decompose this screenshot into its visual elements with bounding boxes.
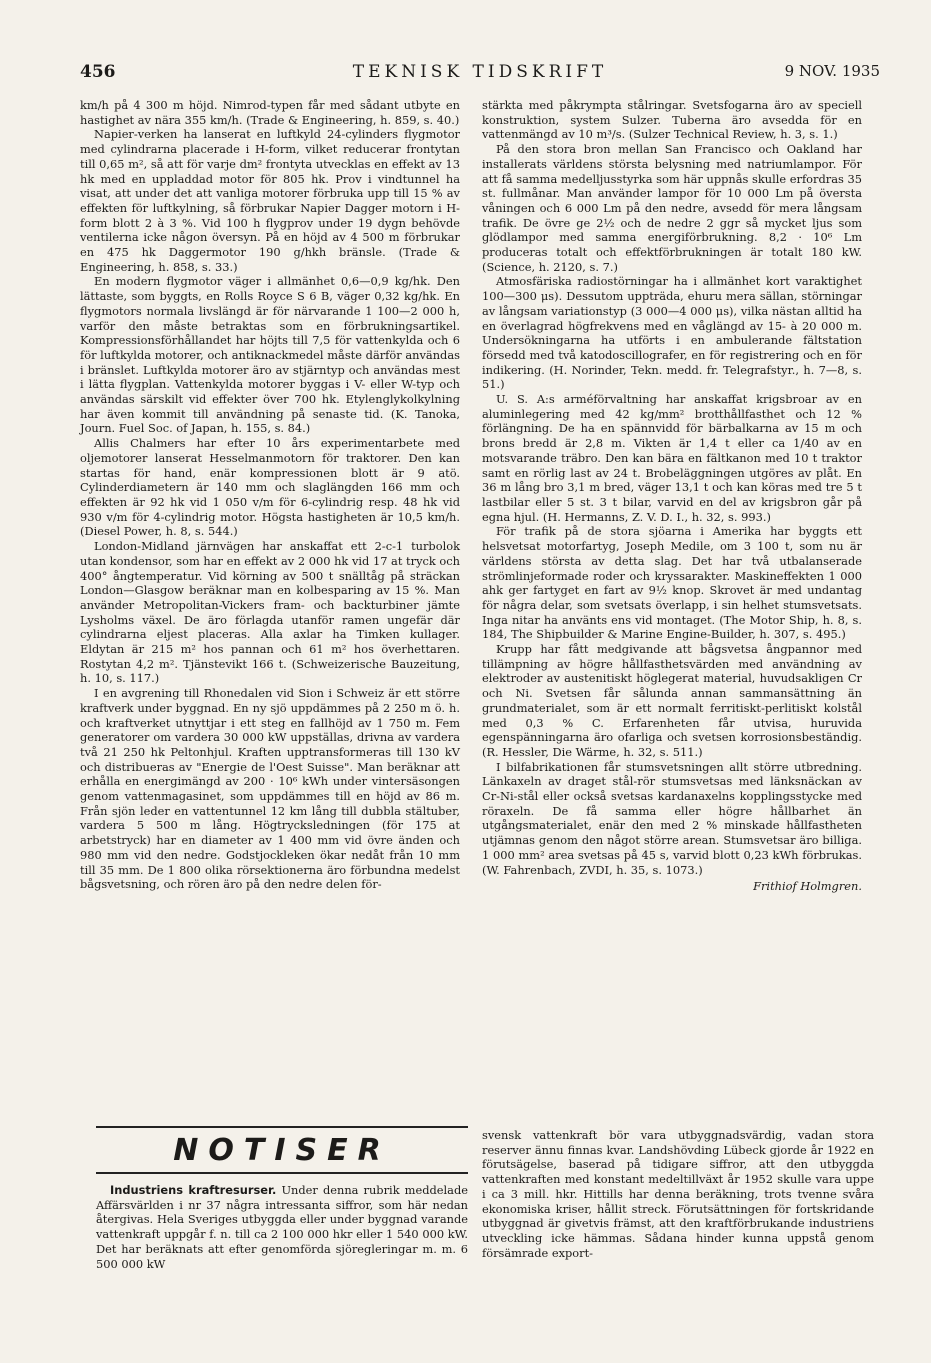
paragraph: I bilfabrikationen får stumsvetsningen allt större utbredning. Länkaxeln av draget stål-rör stumsvetsas med länksnäckan av Cr-Ni-stål eller också svetsas kardanaxelns kopplingsstycke med röraxeln. De få samma eller högre hållbarhet än utgångsmaterialet, enär den med 2 % minskade hållfastheten utjämnas genom den något större arean. Stumsvetsar äro billiga. 1 000 mm² area svetsas på 45 s, varvid blott 0,23 kWh förbrukas. (W. Fahrenbach, ZVDI, h. 35, s. 1073.) — [482, 759, 862, 877]
journal-title: TEKNISK TIDSKRIFT — [352, 62, 608, 82]
notiser-left-column — [96, 1183, 468, 1273]
right-column — [482, 98, 862, 894]
paragraph: För trafik på de stora sjöarna i Amerika har byggts ett helsvetsat motorfartyg, Joseph Medile, om 3 100 t, som nu är världens största av detta slag. Det har två utbalanserade strömlinjeformade roder och kryssarakter. Maskineffekten 1 000 ahk ger fartyget en fart av 9½ knop. Skrovet är med undantag för några delar, som svetsats överlapp, i sin helhet stumsvetsats. Inga nitar ha använts ens vid montaget. (The Motor Ship, h. 8, s. 184, The Shipbuilder & Marine Engine-Builder, h. 307, s. 495.) — [482, 524, 862, 642]
left-column — [80, 98, 460, 892]
paragraph: En modern flygmotor väger i allmänhet 0,6—0,9 kg/hk. Den lättaste, som byggts, en Rolls Royce S 6 B, väger 0,32 kg/hk. En flygmotors normala livslängd är för närvarande 1 100—2 000 h, varför den måste betraktas som en förbrukningsartikel. Kompressionsförhållandet har höjts till 7,5 för vattenkylda och 6 för luftkylda motorer, och antiknackmedel måste därför användas i bränslet. Luftkylda motorer äro av stjärntyp och användas mest i lätta flygplan. Vattenkylda motorer byggas i V- eller W-typ och användas särskilt vid effekter över 700 hk. Etylenglykolkylning har även kommit till användning på senaste tid. (K. Tanoka, Journ. Fuel Soc. of Japan, h. 155, s. 84.) — [80, 274, 460, 436]
paragraph: svensk vattenkraft bör vara utbyggnadsvärdig, vadan stora reserver ännu finnas kvar. Landshövding Lübeck gjorde år 1922 en förutsägelse, baserad på tidigare siffror, att den utbyggda vattenkraften med konstant medeltillväxt år 1952 skulle vara uppe i ca 3 mill. hkr. Hittills har denna beräkning, trots tvenne svåra ekonomiska kriser, hållit streck. Förutsättningen för fortskridande utbyggnad är givetvis främst, att den kraftförbrukande industriens utveckling icke hämmas. Sådana hinder kunna uppstå genom försämrade export- — [482, 1128, 874, 1260]
paragraph — [96, 1183, 468, 1271]
notiser-banner — [96, 1126, 468, 1174]
paragraph: I en avgrening till Rhonedalen vid Sion i Schweiz är ett större kraftverk under byggnad. En ny sjö uppdämmes på 2 250 m ö. h. och kraftverket utnyttjar i ett steg en fallhöjd av 1 750 m. Fem generatorer om vardera 30 000 kW uppställas, drivna av vardera två 21 250 hk Peltonhjul. Kraften upptransformeras till 130 kV och distribueras av "Energie de l'Oest Suisse". Man beräknar att erhålla en energimängd av 200 · 10⁶ kWh under vintersäsongen genom vattenmagasinet, som uppdämmes till en höjd av 86 m. Från sjön leder en vattentunnel 12 km lång till dubbla stältuber, vardera 5 500 m lång. Högtrycksledningen (för 175 at arbetstryck) har en diameter av 1 400 mm vid övre änden och 980 mm vid den nedre. Godstjockleken ökar nedåt från 10 mm till 35 mm. De 1 800 olika rörsektionerna äro förbundna medelst bågsvetsning, och rören äro på den nedre delen för- — [80, 686, 460, 892]
issue-date: 9 NOV. 1935 — [784, 62, 880, 80]
paragraph: km/h på 4 300 m höjd. Nimrod-typen får med sådant utbyte en hastighet av nära 355 km/h. (Trade & Engineering, h. 859, s. 40.) — [80, 98, 460, 127]
paragraph: stärkta med påkrympta stålringar. Svetsfogarna äro av speciell konstruktion, system Sulzer. Tuberna äro avsedda för en vattenmängd av 10 m³/s. (Sulzer Technical Review, h. 3, s. 1.) — [482, 98, 862, 142]
paragraph: På den stora bron mellan San Francisco och Oakland har installerats världens största belysning med natriumlampor. För att få samma medelljusstyrka som här uppnås skulle erfordras 35 st. fullmånar. Man använder lampor för 10 000 Lm på översta våningen och 6 000 Lm på den nedre, avsedd för mera långsam trafik. De övre ge 2½ och de nedre 2 ggr så mycket ljus som glödlampor med samma energiförbrukning. 8,2 · 10⁶ Lm produceras totalt och effektförbrukningen är totalt 180 kW. (Science, h. 2120, s. 7.) — [482, 142, 862, 274]
subheading: Industriens kraftresurser. — [110, 1183, 277, 1197]
paragraph: Krupp har fått medgivande att bågsvetsa ångpannor med tillämpning av högre hållfasthetsvärden med användning av elektroder av austenitiskt höglegerat material, huvudsakligen Cr och Ni. Svetsen får sålunda annan sammansättning än grundmaterialet, som är ett normalt ferritiskt-perlitiskt kolstål med 0,3 % C. Erfarenheten får utvisa, huruvida egenspänningarna äro ofarliga och svetsen korrosionsbeständig. (R. Hessler, Die Wärme, h. 32, s. 511.) — [482, 642, 862, 759]
paragraph: Allis Chalmers har efter 10 års experimentarbete med oljemotorer lanserat Hesselmanmotorn för traktorer. Den kan startas för hand, enär kompressionen blott är 9 atö. Cylinderdiametern är 140 mm och slaglängden 166 mm och effekten är 92 hk vid 1 050 v/m för 6-cylindrig resp. 48 hk vid 930 v/m för 4-cylindrig motor. Högsta hastigheten är 10,5 km/h. (Diesel Power, h. 8, s. 544.) — [80, 436, 460, 539]
section-title: NOTISER — [173, 1132, 391, 1168]
page-number: 456 — [80, 62, 116, 82]
paragraph: Atmosfäriska radiostörningar ha i allmänhet kort varaktighet 100—300 μs). Dessutom uppträda, ehuru mera sällan, störningar av långsam variationstyp (3 000—4 000 μs), vilka nästan alltid ha en överlagrad högfrekvens med en våglängd av 15- à 20 000 m. Undersökningarna ha utförts i en ambulerande fältstation försedd med två katodoscillografer, en för registrering och en för indikering. (H. Norinder, Tekn. medd. fr. Telegrafstyr., h. 7—8, s. 51.) — [482, 274, 862, 392]
paragraph: Napier-verken ha lanserat en luftkyld 24-cylinders flygmotor med cylindrarna placerade i H-form, vilket reducerar frontytan till 0,65 m², så att för varje dm² frontyta utvecklas en effekt av 13 hk med en uppladdad motor för 805 hk. Prov i vindtunnel ha visat, att under det att vanliga motorer förbruka upp till 15 % av effekten för luftkylning, så förbrukar Napier Dagger motorn i H-form blott 2 à 3 %. Vid 100 h flygprov under 19 dygn behövde ventilerna icke någon översyn. På en höjd av 4 500 m förbrukar en 475 hk Daggermotor 190 g/hkh bränsle. (Trade & Engineering, h. 858, s. 33.) — [80, 127, 460, 274]
notiser-right-column — [482, 1128, 874, 1288]
page-header — [80, 62, 880, 86]
paragraph-text: Under denna rubrik meddelade Affärsvärlden i nr 37 några intressanta siffror, som här nedan återgivas. Hela Sveriges utbyggda eller under byggnad varande vattenkraft uppgår f. n. till ca 2 100 000 hkr eller 1 540 000 kW. Det har beräknats att efter genomförda sjöregleringar m. m. 6 500 000 kW — [96, 1183, 469, 1271]
paragraph: London-Midland järnvägen har anskaffat ett 2-c-1 turbolok utan kondensor, som har en effekt av 2 000 hk vid 17 at tryck och 400° ångtemperatur. Vid körning av 500 t snälltåg på sträckan London—Glasgow beräknar man en kolbesparing av 15 %. Man använder Metropolitan-Vickers fram- och backturbiner jämte Lysholms växel. De äro förlagda utanför ramen ungefär där cylindrarna eljest placeras. Alla axlar ha Timken kullager. Eldytan är 215 m² hos pannan och 61 m² hos överhettaren. Rostytan 4,2 m². Tjänstevikt 166 t. (Schweizerische Bauzeitung, h. 10, s. 117.) — [80, 539, 460, 686]
author-signature: Frithiof Holmgren. — [753, 879, 862, 894]
paragraph: U. S. A:s arméförvaltning har anskaffat krigsbroar av en aluminlegering med 42 kg/mm² brotthållfasthet och 12 % förlängning. De ha en spännvidd för bärbalkarna av 15 m och brons bredd är 2,8 m. Vikten är 1,4 t eller ca 1/40 av en motsvarande träbro. Den kan bära en fältkanon med 10 t traktor samt en rörlig last av 24 t. Brobeläggningen utgöres av plåt. En 36 m lång bro 3,1 m bred, väger 13,1 t och kan köras med tre 5 t lastbilar eller 5 st. 3 t bilar, varvid en del av krigsbron går på egna hjul. (H. Hermanns, Z. V. D. I., h. 32, s. 993.) — [482, 392, 862, 524]
